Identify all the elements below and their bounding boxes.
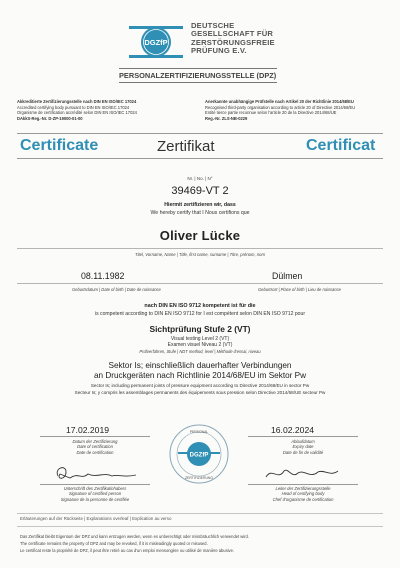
label-line: Leiter der Zertifizierungsstelle <box>275 486 331 491</box>
head-signature-label <box>248 486 358 502</box>
label-line: Signature de la personne de certifiée <box>60 496 130 502</box>
divider <box>119 68 277 69</box>
birth-date: 08.11.1982 <box>81 271 125 281</box>
accreditation-line: Accredited certifying body pursuant to DIN EN ISO/IEC 17024 <box>17 104 130 110</box>
organization-subtitle: PERSONALZERTIFIZIERUNGSSTELLE (DPZ) <box>119 71 277 80</box>
competence-statement-de: nach DIN EN ISO 9712 kompetent ist für die <box>144 303 256 309</box>
divider <box>17 248 383 249</box>
expiry-date-label <box>248 439 358 455</box>
divider <box>17 158 383 159</box>
label-line: Date de fin de validité <box>282 449 324 455</box>
divider <box>17 133 383 134</box>
divider <box>248 484 358 485</box>
accreditation-right <box>205 99 355 122</box>
certification-seal-icon <box>168 423 230 485</box>
divider <box>17 513 383 514</box>
accreditation-line: Organisme de certification accrédité selon DIN EN ISO/IEC 17024 <box>17 110 137 116</box>
org-name-line: ZERSTÖRUNGSFREIE <box>191 37 275 47</box>
org-name-line: PRÜFUNG E.V. <box>191 46 247 56</box>
divider <box>40 436 150 437</box>
ndt-method: Sichtprüfung Stufe 2 (VT) <box>149 324 251 334</box>
label-line: Chef d'organisme de certification <box>272 496 334 502</box>
ndt-method-en: Visual testing Level 2 (VT) <box>170 336 230 342</box>
sector-de: Sektor Is; einschließlich dauerhafter Verbindungen <box>108 361 292 370</box>
expiry-date: 16.02.2024 <box>271 425 315 435</box>
competence-statement-en: is competent according to DIN EN ISO 9712 for I est compétent selon DIN EN ISO 9712 pour <box>94 311 306 317</box>
property-note-de: Das Zertifikat bleibt Eigentum der DPZ und kann entzogen werden, wenn es unberechtigt oder missbräuchlich verwendet wird. <box>20 534 249 539</box>
holder-signature-label <box>40 486 150 502</box>
hereby-statement-en: We hereby certify that I Nous certifions que <box>150 210 250 216</box>
org-name-line: GESELLSCHAFT FÜR <box>191 29 274 39</box>
property-note-fr: Le certificat reste la propriété de DPZ, il peut être retiré au cas d'un emploi mensongère ou utilisé de manière abusive. <box>20 548 234 553</box>
label-line: Date de certification <box>76 449 114 455</box>
accreditation-reg-number: DAkkS-Reg.-Nr. D-ZP-19000-01-00 <box>17 116 83 122</box>
birth-date-label: Geburtsdatum | Date of birth | Date de naissance <box>72 287 161 292</box>
accreditation-line: Akkreditierte Zertifizierungsstelle nach DIN EN ISO/IEC 17024 <box>17 99 137 104</box>
divider <box>248 436 358 437</box>
holder-signature-icon <box>52 462 142 484</box>
sector-fr: Secteur Is; y compris les assemblages permanents des équipements sous pression selon Directive 2014/68/UE secteur Pw <box>74 390 326 395</box>
title-certificat-fr: Certificat <box>306 137 376 154</box>
head-signature-icon <box>262 463 342 483</box>
label-line: Head of certifying body <box>281 491 325 497</box>
accreditation-line: Anerkannte unabhängige Prüfstelle nach Artikel 20 der Richtlinie 2014/68/EU <box>205 99 354 104</box>
label-line: Datum der Zertifizierung <box>72 439 118 444</box>
divider <box>17 526 383 527</box>
birth-place-label: Geburtsort | Place of birth | Lieu de naissance <box>258 287 341 292</box>
sector-en: Sector Is; including permanent joints of pressure equipment according to Directive 2014/68/EU in sector Pw <box>90 383 310 388</box>
label-line: Unterschrift des Zertifikatinhabers <box>63 486 127 491</box>
accreditation-left <box>17 99 137 122</box>
certification-date-label <box>40 439 150 455</box>
org-name-line: DEUTSCHE <box>191 21 235 30</box>
seal-top-text: PERSONAL <box>189 430 209 434</box>
title-zertifikat-de: Zertifikat <box>157 138 215 155</box>
explanations-note: Erläuterungen auf der Rückseite | Explanations overleaf | Explication au verso <box>20 516 172 521</box>
person-name-label: Titel, Vorname, Name | Title, first name, surname | Titre, prénom, nom <box>135 252 265 257</box>
divider <box>119 82 277 83</box>
accreditation-line: Recognised third-party organisation according to article 20 of Directive 2014/68/EU <box>205 104 356 110</box>
label-line: Ablaufdatum <box>291 439 315 444</box>
accreditation-reg-number: Reg.-Nr. ZLS-NB-0229 <box>205 116 248 122</box>
divider <box>17 283 383 284</box>
dgzfp-logo-icon <box>127 20 185 64</box>
ndt-method-label: Prüfverfahren, Stufe | NDT method, level | Méthode d'essai, niveau <box>139 349 261 354</box>
certification-date: 17.02.2019 <box>66 425 110 435</box>
title-certificate-en: Certificate <box>20 137 99 154</box>
birth-place: Dülmen <box>272 271 303 281</box>
accreditation-line: Entité tierce partie reconnue selon l'article 20 de la Directive 2014/68/UE <box>205 110 337 116</box>
ndt-method-fr: Examen visuel Niveau 2 (VT) <box>167 342 233 348</box>
logo-text: DGZfP <box>144 38 168 47</box>
hereby-statement-de: Hiermit zertifizieren wir, dass <box>164 202 236 208</box>
label-line: Signature of certified person <box>68 491 122 497</box>
certified-person-name: Oliver Lücke <box>159 228 241 243</box>
property-note-en: The certificate remains the property of DPZ and may be revoked, if it is misleadingly quoted or misused. <box>20 541 208 546</box>
divider <box>40 484 150 485</box>
seal-bottom-text: ZERTIFIZIERUNG <box>184 476 214 480</box>
sector-de: an Druckgeräten nach Richtlinie 2014/68/EU im Sektor Pw <box>93 371 307 380</box>
certificate-number: 39469-VT 2 <box>171 185 229 197</box>
seal-center-text: DGZfP <box>189 452 209 459</box>
label-line: Date of certification <box>77 444 113 450</box>
certificate-number-label: Nr. | No. | N° <box>187 176 213 181</box>
label-line: Expiry date <box>292 444 314 450</box>
organization-name <box>191 22 275 56</box>
